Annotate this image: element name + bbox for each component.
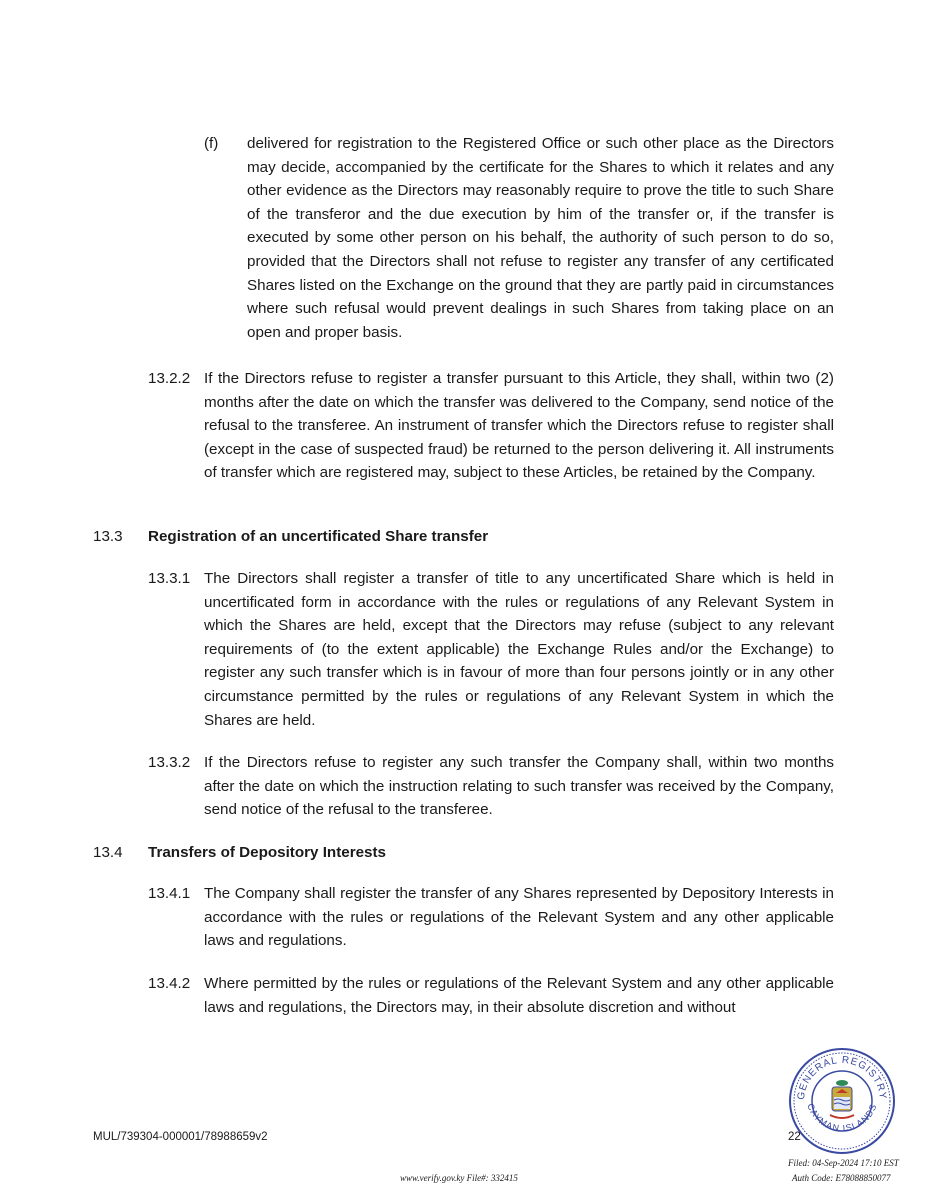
verify-url: www.verify.gov.ky File#: 332415 — [400, 1173, 518, 1183]
section-13-4-number: 13.4 — [93, 844, 123, 861]
section-13-3-number: 13.3 — [93, 528, 123, 545]
page-number: 22 — [788, 1131, 801, 1143]
clause-13-4-1-number: 13.4.1 — [148, 885, 191, 902]
clause-13-3-2-text: If the Directors refuse to register any such transfer the Company shall, within two months after the date on which the instruction relating to such transfer was received by the Company, send notice of the refusal to the transferee. — [204, 754, 834, 819]
clause-13-3-1-number: 13.3.1 — [148, 570, 191, 587]
clause-f-text: delivered for registration to the Registered Office or such other place as the Directors may decide, accompanied by the certificate for the Shares to which it relates and any other evidence as the Directors may reasonably require to prove the title to such Share of the transferor and the due execution by him of the transfer or, if the transfer is executed by some other person on his behalf, the authority of such person to do so, provided that the Directors shall not refuse to register any transfer of any certificated Shares listed on the Exchange on the ground that they are partly paid in circumstances where such refusal would prevent dealings in such Shares from taking place on an open and proper basis. — [247, 135, 834, 341]
section-13-4-title: Transfers of Depository Interests — [148, 844, 387, 861]
seal-top-text: GENERAL REGISTRY — [795, 1054, 889, 1101]
general-registry-seal-icon — [788, 1047, 896, 1155]
clause-13-3-1-text: The Directors shall register a transfer of title to any uncertificated Share which is held in uncertificated form in accordance with the rules or regulations of any Relevant System in which the Shares are held, except that the Directors may refuse (subject to any relevant requirements of (to the extent applicable) the Exchange Rules and/or the Exchange) to register any such transfer which is in favour of more than four persons jointly or in any other circumstance permitted by the rules or regulations of any Relevant System in which the Shares are held. — [204, 570, 834, 729]
clause-13-3-2-number: 13.3.2 — [148, 754, 191, 771]
clause-13-2-2-text: If the Directors refuse to register a transfer pursuant to this Article, they shall, within two (2) months after the date on which the transfer was delivered to the Company, send notice of the refusal to the transferee. An instrument of transfer which the Directors refuse to register shall (except in the case of suspected fraud) be returned to the person delivering it. All instruments of transfer which are registered may, subject to these Articles, be retained by the Company. — [204, 370, 834, 482]
auth-code: Auth Code: E78088850077 — [792, 1173, 891, 1183]
clause-13-4-2-text: Where permitted by the rules or regulations of the Relevant System and any other applicable laws and regulations, the Directors may, in their absolute discretion and without — [204, 975, 834, 1016]
clause-13-4-2-number: 13.4.2 — [148, 975, 191, 992]
filed-stamp: Filed: 04-Sep-2024 17:10 EST — [788, 1158, 899, 1168]
clause-f-label: (f) — [204, 135, 219, 152]
clause-13-4-1-text: The Company shall register the transfer of any Shares represented by Depository Interests in accordance with the rules or regulations of the Relevant System and any other applicable laws and regulations. — [204, 885, 834, 950]
clause-13-2-2-number: 13.2.2 — [148, 370, 191, 387]
section-13-3-title: Registration of an uncertificated Share transfer — [148, 528, 489, 545]
seal-bottom-text: CAYMAN ISLANDS — [805, 1102, 879, 1134]
document-reference: MUL/739304-000001/78988659v2 — [93, 1131, 268, 1143]
